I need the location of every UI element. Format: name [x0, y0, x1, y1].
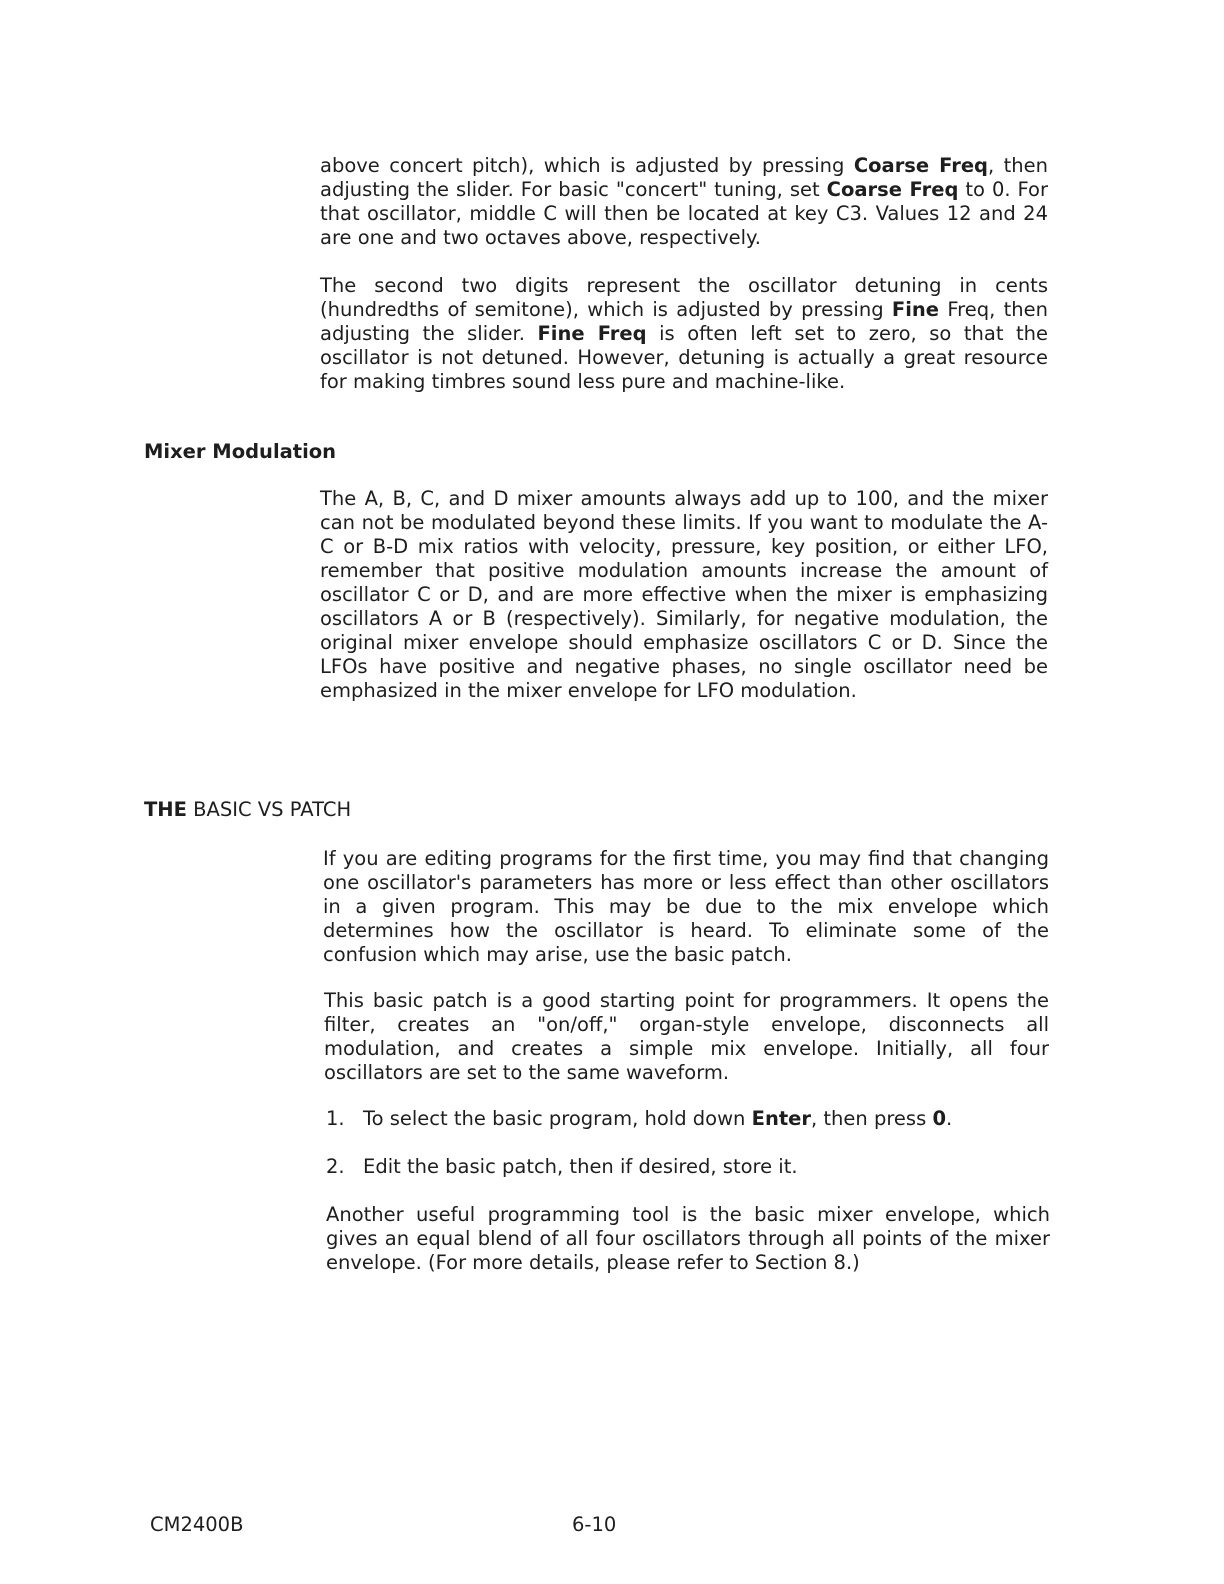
- paragraph-mixer-modulation: The A, B, C, and D mixer amounts always add up to 100, and the mixer can not be modulated beyond these limits. If you want to modulate the A-C or B-D mix ratios with velocity, pressure, key position, or either LFO, remember that positive modulation amounts increase the amount of oscillator C or D, and are more effective when the mixer is emphasizing oscillators A or B (respectively). Similarly, for negative modulation, the original mixer envelope should emphasize oscillators C or D. Since the LFOs have positive and negative phases, no single oscillator need be emphasized in the mixer envelope for LFO modulation.: [320, 487, 1048, 702]
- heading-mixer-modulation: [144, 440, 336, 463]
- text-run: is often left set to zero, so that the oscillator is not detuned. However, detuning is actually a great resource for making timbres sound less pure and machine-like.: [320, 322, 1048, 393]
- footer-document-code: CM2400B: [150, 1513, 244, 1536]
- paragraph-fine-freq: [320, 274, 1048, 394]
- key-enter: Enter: [751, 1107, 811, 1130]
- list-item-step-1: [326, 1107, 952, 1131]
- step-number: 2.: [326, 1155, 345, 1178]
- key-zero: 0: [932, 1107, 947, 1130]
- text-run: To select the basic program, hold down: [363, 1107, 752, 1130]
- term-coarse-freq: Coarse Freq: [853, 154, 989, 177]
- heading-basic-vs-patch: [144, 798, 351, 821]
- term-fine: Fine: [891, 298, 940, 321]
- text-run: Freq, then adjusting the slider.: [320, 298, 1048, 345]
- text-run: , then press: [811, 1107, 933, 1130]
- text-run: , then adjusting the slider. For basic "concert" tuning, set: [320, 154, 1049, 201]
- text-run: above concert pitch), which is adjusted by pressing: [320, 154, 854, 177]
- list-item-step-2: [326, 1155, 798, 1179]
- paragraph-basic-mixer-envelope: Another useful programming tool is the basic mixer envelope, which gives an equal blend of all four oscillators through all points of the mixer envelope. (For more details, please refer to Section 8.): [326, 1203, 1050, 1274]
- step-number: 1.: [326, 1107, 345, 1130]
- paragraph-coarse-freq: [320, 154, 1048, 250]
- paragraph-basic-intro: If you are editing programs for the first time, you may find that changing one oscillator's parameters has more or less effect than other oscillators in a given program. This may be due to the mix envelope which determines how the oscillator is heard. To eliminate some of the confusion which may arise, use the basic patch.: [323, 847, 1049, 966]
- text-run: to 0. For that oscillator, middle C will then be located at key C3. Values 12 and 24 are one and two octaves above, respectively.: [320, 178, 1048, 249]
- heading-bold-text: THE: [144, 798, 187, 821]
- text-run: .: [946, 1107, 953, 1130]
- heading-text: BASIC VS PATCH: [186, 798, 352, 821]
- term-coarse-freq: Coarse Freq: [826, 178, 959, 201]
- footer-page-number: 6-10: [572, 1513, 617, 1536]
- text-run: The second two digits represent the oscillator detuning in cents (hundredths of semitone), which is adjusted by pressing: [320, 274, 1048, 321]
- paragraph-basic-description: This basic patch is a good starting point for programmers. It opens the filter, creates an "on/off," organ-style envelope, disconnects all modulation, and creates a simple mix envelope. Initially, all four oscillators are set to the same waveform.: [324, 989, 1049, 1084]
- heading-text: Mixer Modulation: [144, 440, 337, 463]
- term-fine-freq: Fine Freq: [537, 322, 647, 345]
- step-text: Edit the basic patch, then if desired, store it.: [363, 1155, 798, 1178]
